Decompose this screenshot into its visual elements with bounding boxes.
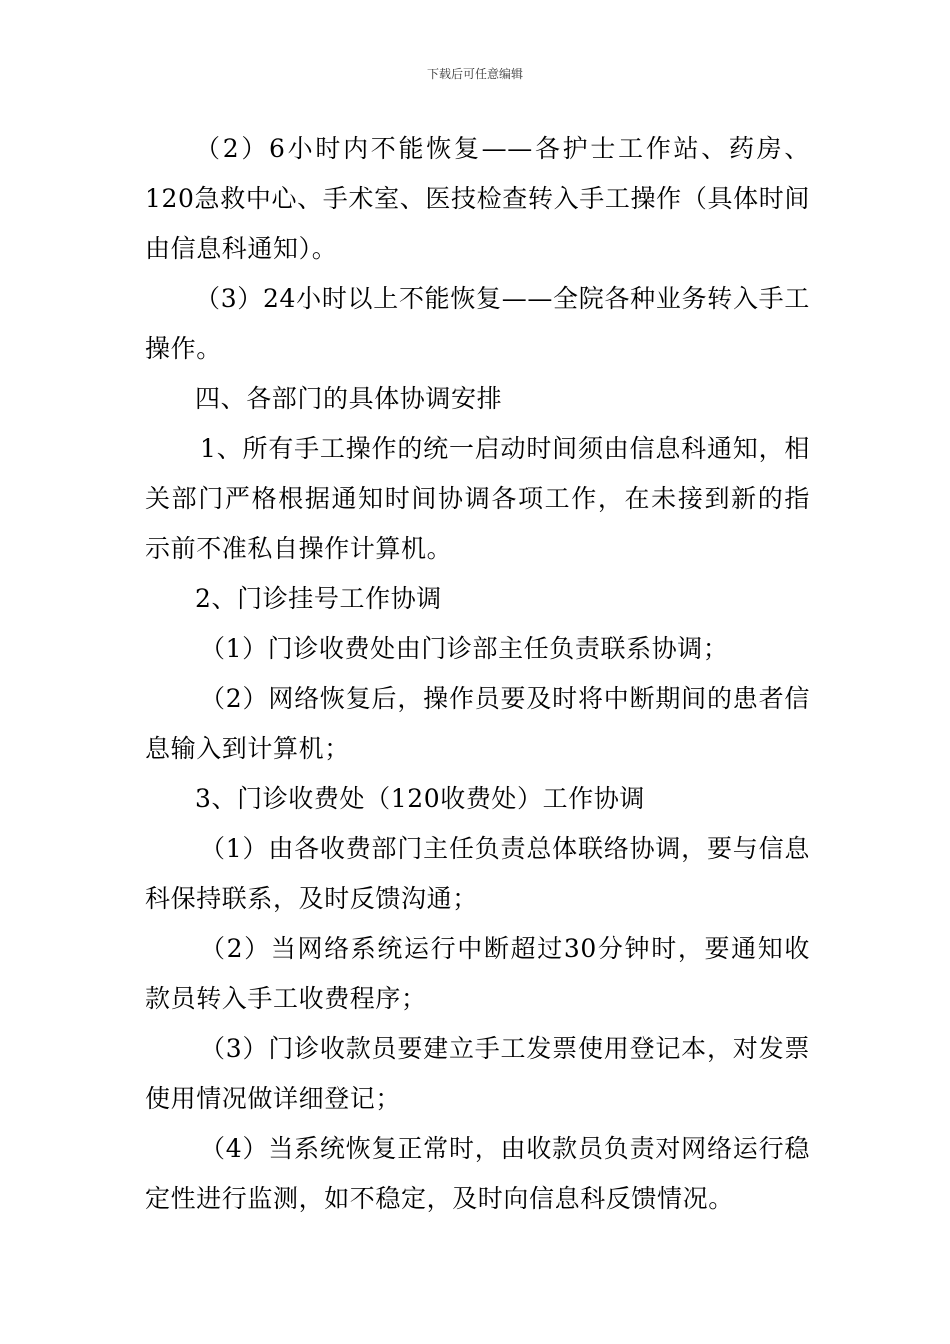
paragraph-billing-4: （4）当系统恢复正常时，由收款员负责对网络运行稳定性进行监测，如不稳定，及时向信息科反馈情况。 <box>145 1134 810 1213</box>
paragraph-step-3-twenty-four-hours: （3）24小时以上不能恢复——全院各种业务转入手工操作。 <box>145 284 810 363</box>
page-header: 下载后可任意编辑 <box>426 67 523 81</box>
document-body <box>145 124 810 1224</box>
paragraph-registration-2: （2）网络恢复后，操作员要及时将中断期间的患者信息输入到计算机； <box>145 684 810 763</box>
subheading-billing: 3、门诊收费处（120收费处）工作协调 <box>195 784 646 813</box>
section-heading-coordination: 四、各部门的具体协调安排 <box>195 384 503 413</box>
paragraph-item-1: 1、所有手工操作的统一启动时间须由信息科通知，相关部门严格根据通知时间协调各项工作，在未接到新的指示前不准私自操作计算机。 <box>145 434 810 563</box>
subheading-registration: 2、门诊挂号工作协调 <box>195 584 442 613</box>
paragraph-billing-1: （1）由各收费部门主任负责总体联络协调，要与信息科保持联系，及时反馈沟通； <box>145 834 810 913</box>
paragraph-registration-1: （1）门诊收费处由门诊部主任负责联系协调； <box>200 634 729 663</box>
paragraph-billing-2: （2）当网络系统运行中断超过30分钟时，要通知收款员转入手工收费程序； <box>145 934 810 1013</box>
paragraph-billing-3: （3）门诊收款员要建立手工发票使用登记本，对发票使用情况做详细登记； <box>145 1034 810 1113</box>
paragraph-step-2-six-hours: （2）6小时内不能恢复——各护士工作站、药房、120急救中心、手术室、医技检查转入手工操作（具体时间由信息科通知）。 <box>145 134 810 263</box>
